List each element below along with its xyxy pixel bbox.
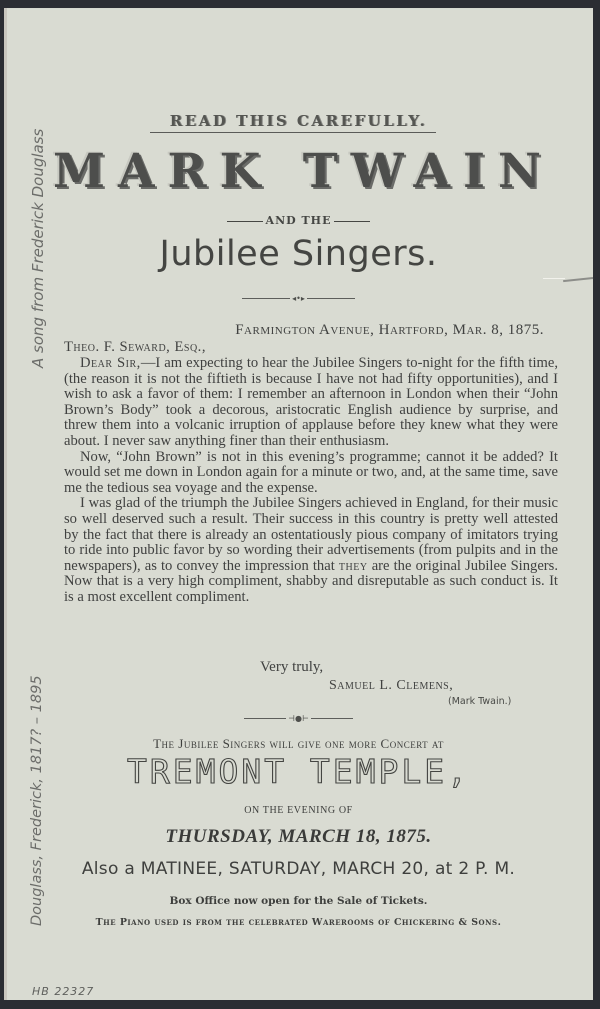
paragraph-text: I was glad of the triumph the Jubilee Singers achieved in England, for their music so well deserved such a result. Their success in this country is pretty well attested by the fact that there is already an ostentatiously pious company of imitators trying to ride into public favor by so wording their advertisements (from pulpits and in the newspapers), as to convey the impression that xyxy=(64,495,558,574)
paragraph-text: —I am expecting to hear the Jubilee Singers to-night for the fifth time, (the reason it is not the fiftieth is because I have not had fifty opportunities), and I wish to ask a favor of them: I remember an afternoon in London when their “John Brown’s Body” took a decorous, aristocratic English audience by surprise, and threw them into a volcanic irruption of applause before they knew what they were about. I never saw anything finer than their enthusiasm. xyxy=(64,355,558,449)
emphasis-text: they xyxy=(338,557,368,574)
paragraph-text: Now, “John Brown” is not in this evening’s programme; cannot it be added? It would set me down in London again for a minute or two, and, at the same time, save me the tedious sea voyage and the expense. xyxy=(64,448,558,496)
notice-heading: READ THIS CAREFULLY. xyxy=(169,112,428,130)
paper-tear-highlight xyxy=(543,278,565,279)
ornament-icon: ◂•▸ xyxy=(292,294,305,303)
handwritten-note-upper: A song from Frederick Douglass xyxy=(29,128,47,368)
handwritten-note-lower: Douglass, Frederick, 1817? – 1895 xyxy=(29,675,45,926)
dash-right xyxy=(334,221,370,222)
ornament-divider-top xyxy=(4,288,593,307)
rule-left xyxy=(242,298,290,299)
concert-date: THURSDAY, MARCH 18, 1875. xyxy=(165,826,432,847)
rule-right xyxy=(307,298,355,299)
box-office-note: Box Office now open for the Sale of Tickets. xyxy=(169,895,428,907)
paper-tear xyxy=(563,277,593,282)
notice-underline xyxy=(150,132,436,133)
main-title: MARK TWAIN xyxy=(53,144,554,199)
letter-paragraph xyxy=(64,450,558,497)
letter-paragraph xyxy=(64,356,558,450)
letter-dateline: Farmington Avenue, Hartford, Mar. 8, 1875. xyxy=(235,322,544,338)
catalog-number: HB 22327 xyxy=(32,985,95,998)
letter-addressee: Theo. F. Seward, Esq., xyxy=(64,339,206,355)
matinee-info: Also a MATINEE, SATURDAY, MARCH 20, at 2 P. M. xyxy=(81,859,516,879)
rule-left xyxy=(244,718,286,719)
connector-text: AND THE xyxy=(265,214,332,227)
letter-closing: Very truly, xyxy=(260,659,324,675)
connector-line xyxy=(4,214,593,227)
evening-label: ON THE EVENING OF xyxy=(244,805,353,816)
broadside-page xyxy=(4,8,593,1000)
ornament-icon: ⊣●⊢ xyxy=(288,714,309,723)
paragraph-text: are the original Jubilee Singers. Now that is a very high compliment, shabby and disreputable as such conduct is. It is a most excellent compliment. xyxy=(64,557,558,605)
subtitle: Jubilee Singers. xyxy=(159,234,438,274)
rule-right xyxy=(311,718,353,719)
ornament-divider-bottom xyxy=(4,708,593,727)
salutation: Dear Sir, xyxy=(80,355,141,371)
letter-body xyxy=(64,356,558,606)
letter-signature: Samuel L. Clemens, xyxy=(329,678,454,693)
letter-paragraph xyxy=(64,496,558,605)
piano-note: The Piano used is from the celebrated Warerooms of Chickering & Sons. xyxy=(95,917,502,928)
venue-name: TREMONT TEMPLE, xyxy=(126,752,470,791)
concert-intro: The Jubilee Singers will give one more Concert at xyxy=(153,736,444,751)
pen-name: (Mark Twain.) xyxy=(448,696,512,707)
dash-left xyxy=(227,221,263,222)
